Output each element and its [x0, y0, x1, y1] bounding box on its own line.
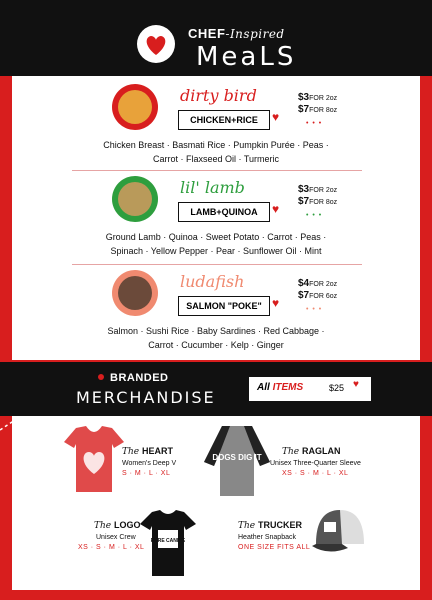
product-subtitle: Women's Deep V: [122, 460, 177, 467]
meal-ingredients: Chicken Breast · Basmati Rice · Pumpkin Purée · Peas · Carrot · Flaxseed Oil · Turmeric: [103, 140, 329, 164]
meal-price: $3FOR 2oz $7FOR 8oz: [298, 184, 338, 207]
raglan-print-text: DOGS DIG IT: [212, 453, 262, 462]
food-bowl-image: [112, 176, 158, 222]
all-items-price: $25: [329, 383, 345, 393]
divider: [72, 264, 362, 265]
product-title: The RAGLAN: [282, 446, 341, 457]
food-bowl-image: [112, 270, 158, 316]
product-sizes: S · M · L · XL: [122, 470, 171, 477]
product-title: The HEART: [122, 446, 174, 457]
all-items-label: All ITEMS: [257, 382, 304, 393]
meal-box-label: LAMB+QUINOA: [178, 202, 270, 222]
all-items-price-tag: [248, 376, 372, 402]
meal-name: dirty bird: [180, 86, 257, 105]
product-sizes: XS · S · M · L · XL: [78, 544, 145, 551]
dots-decoration: • • •: [306, 120, 323, 127]
header-bar: [0, 0, 432, 76]
meal-box-label: SALMON "POKE": [178, 296, 270, 316]
merch-title-main: MERCHANDISE: [76, 388, 216, 407]
red-dot: [98, 374, 104, 380]
logo-print-text: PURE CANINE: [150, 538, 186, 544]
meal-name: ludafish: [180, 272, 245, 291]
heart-icon: ♥: [272, 110, 280, 124]
merch-title-top: BRANDED: [110, 372, 169, 384]
dots-decoration: • • •: [306, 212, 323, 219]
product-subtitle: Unisex Three-Quarter Sleeve: [270, 460, 361, 467]
meal-ingredients: Salmon · Sushi Rice · Baby Sardines · Red Cabbage · Carrot · Cucumber · Kelp · Ginger: [107, 326, 325, 350]
merch-panel: [12, 416, 420, 590]
meal-price: $3FOR 2oz $7FOR 8oz: [298, 92, 338, 115]
meal-ingredients: Ground Lamb · Quinoa · Sweet Potato · Carrot · Peas · Spinach · Yellow Pepper · Pear · Sunflower Oil · Mint: [105, 232, 327, 256]
meals-panel: [12, 76, 420, 360]
meal-price: $4FOR 2oz $7FOR 6oz: [298, 278, 338, 301]
header-title-top: CHEF-Inspired: [188, 26, 285, 41]
product-sizes: ONE SIZE FITS ALL: [238, 544, 311, 551]
heart-icon: ♥: [272, 296, 280, 310]
heart-tshirt-image: [62, 424, 126, 494]
food-bowl-image: [112, 84, 158, 130]
dots-decoration: • • •: [306, 306, 323, 313]
product-subtitle: Unisex Crew: [96, 534, 136, 541]
logo-tshirt-image: [138, 508, 198, 578]
divider: [72, 170, 362, 171]
heart-icon: ♥: [272, 202, 280, 216]
trucker-hat-image: [308, 504, 372, 560]
product-sizes: XS · S · M · L · XL: [282, 470, 349, 477]
header-title-main: MeaLS: [196, 42, 297, 72]
raglan-tshirt-image: [202, 422, 272, 498]
heart-logo-icon: [136, 24, 176, 64]
product-title: The TRUCKER: [238, 520, 303, 531]
meal-name: lil' lamb: [180, 178, 245, 197]
product-subtitle: Heather Snapback: [238, 534, 296, 541]
heart-icon: ♥: [353, 379, 359, 390]
meal-box-label: CHICKEN+RICE: [178, 110, 270, 130]
product-title: The LOGO: [94, 520, 141, 531]
